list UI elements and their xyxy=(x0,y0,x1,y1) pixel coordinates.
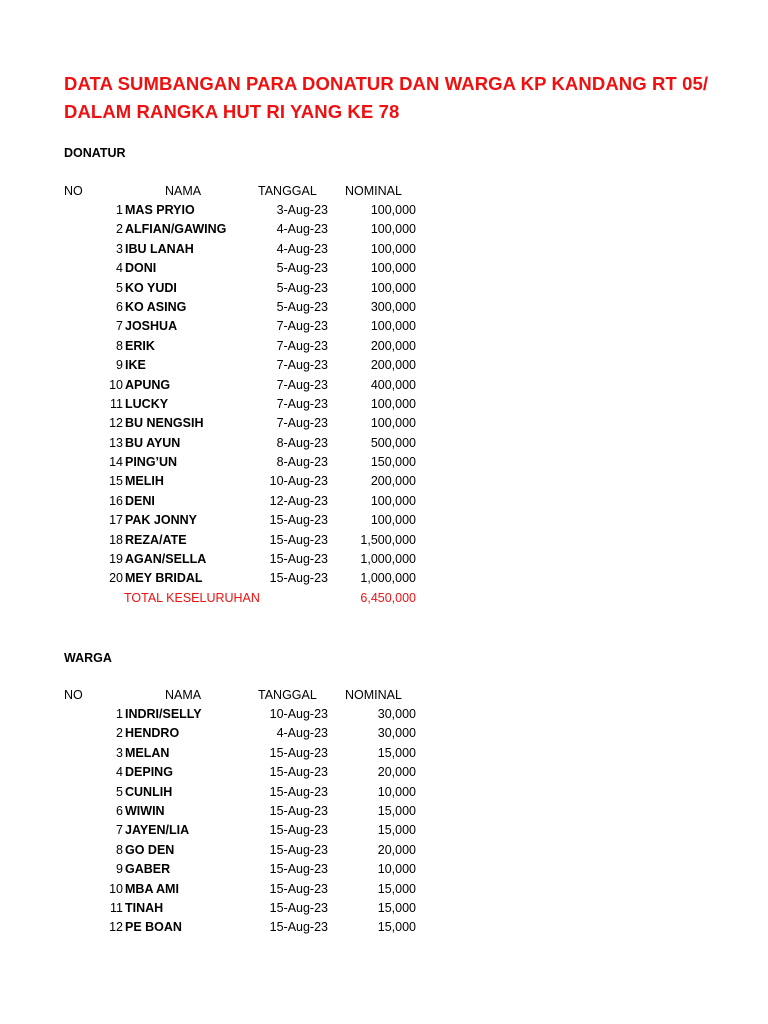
row-name: REZA/ATE xyxy=(125,532,187,547)
row-date: 5-Aug-23 xyxy=(276,261,328,276)
title-line-1: DATA SUMBANGAN PARA DONATUR DAN WARGA KP KANDANG RT 05/ xyxy=(64,73,709,94)
row-name: WIWIN xyxy=(125,803,165,818)
row-number: 4 xyxy=(116,261,123,276)
row-name: DEPING xyxy=(125,765,173,780)
row-amount: 15,000 xyxy=(377,745,416,760)
table-row xyxy=(0,821,768,840)
row-name: INDRI/SELLY xyxy=(125,707,202,721)
table-row xyxy=(0,531,768,550)
row-amount: 30,000 xyxy=(377,726,416,741)
row-amount: 100,000 xyxy=(370,280,416,295)
row-name: JOSHUA xyxy=(125,319,178,334)
table-row xyxy=(0,783,768,802)
row-name: BU NENGSIH xyxy=(125,416,204,431)
row-name: IBU LANAH xyxy=(125,241,194,256)
row-amount: 100,000 xyxy=(370,513,416,528)
row-name: LUCKY xyxy=(125,396,169,411)
table-row xyxy=(0,395,768,414)
row-number: 12 xyxy=(109,920,123,935)
row-name: DONI xyxy=(125,261,157,276)
table-row xyxy=(0,259,768,278)
row-number: 12 xyxy=(109,416,123,431)
table-row xyxy=(0,240,768,259)
row-name: MELIH xyxy=(125,474,164,489)
row-name: GO DEN xyxy=(125,842,175,857)
row-number: 11 xyxy=(110,396,123,411)
row-date: 4-Aug-23 xyxy=(276,222,328,237)
row-name: JAYEN/LIA xyxy=(125,823,190,838)
table-row xyxy=(0,860,768,879)
title-line-2: DALAM RANGKA HUT RI YANG KE 78 xyxy=(64,101,400,122)
row-amount: 100,000 xyxy=(370,396,416,411)
total-amount: 6,450,000 xyxy=(360,590,416,605)
row-date: 8-Aug-23 xyxy=(276,455,328,470)
row-number: 9 xyxy=(116,862,123,877)
row-name: MEY BRIDAL xyxy=(125,571,203,586)
row-number: 15 xyxy=(109,474,123,489)
row-name: KO ASING xyxy=(125,299,187,314)
table-row xyxy=(0,376,768,395)
row-amount: 20,000 xyxy=(377,842,416,857)
row-number: 5 xyxy=(116,280,123,295)
table-row xyxy=(0,511,768,530)
table-row xyxy=(0,220,768,239)
total-label: TOTAL KESELURUHAN xyxy=(124,590,260,605)
table-row xyxy=(0,492,768,511)
row-number: 1 xyxy=(116,203,123,217)
row-date: 10-Aug-23 xyxy=(269,707,328,721)
row-number: 13 xyxy=(109,435,123,450)
row-number: 17 xyxy=(109,513,123,528)
row-number: 14 xyxy=(109,455,123,470)
col-no-header: NO xyxy=(64,184,83,198)
row-name: BU AYUN xyxy=(125,435,181,450)
row-number: 18 xyxy=(109,532,123,547)
warga-heading: WARGA xyxy=(64,651,112,665)
row-name: MAS PRYIO xyxy=(125,203,195,217)
row-date: 7-Aug-23 xyxy=(276,416,328,431)
table-row xyxy=(0,201,768,220)
table-row xyxy=(0,918,768,937)
table-row xyxy=(0,802,768,821)
row-number: 8 xyxy=(116,338,123,353)
row-date: 15-Aug-23 xyxy=(269,920,328,935)
row-date: 15-Aug-23 xyxy=(269,765,328,780)
table-row xyxy=(0,550,768,569)
row-amount: 10,000 xyxy=(377,862,416,877)
page-title xyxy=(64,70,744,126)
row-amount: 100,000 xyxy=(370,241,416,256)
row-date: 5-Aug-23 xyxy=(276,280,328,295)
row-date: 15-Aug-23 xyxy=(269,862,328,877)
row-number: 16 xyxy=(109,493,123,508)
table-row xyxy=(0,298,768,317)
table-row xyxy=(0,356,768,375)
table-row xyxy=(0,569,768,588)
row-date: 7-Aug-23 xyxy=(276,377,328,392)
row-amount: 300,000 xyxy=(370,299,416,314)
table-row xyxy=(0,317,768,336)
table-row xyxy=(0,880,768,899)
row-number: 11 xyxy=(110,900,123,915)
donatur-heading: DONATUR xyxy=(64,146,126,160)
total-row xyxy=(0,589,768,608)
table-row xyxy=(0,841,768,860)
row-date: 15-Aug-23 xyxy=(269,900,328,915)
row-name: HENDRO xyxy=(125,726,180,741)
col-name-header: NAMA xyxy=(165,688,202,702)
row-number: 2 xyxy=(116,726,123,741)
row-name: CUNLIH xyxy=(125,784,173,799)
row-number: 6 xyxy=(116,299,123,314)
row-number: 9 xyxy=(116,358,123,373)
row-name: GABER xyxy=(125,862,171,877)
row-amount: 150,000 xyxy=(370,455,416,470)
row-name: PAK JONNY xyxy=(125,513,198,528)
row-amount: 100,000 xyxy=(370,493,416,508)
row-name: TINAH xyxy=(125,900,164,915)
row-number: 8 xyxy=(116,842,123,857)
row-number: 19 xyxy=(109,552,123,567)
donatur-table xyxy=(0,201,768,608)
col-date-header: TANGGAL xyxy=(258,688,317,702)
col-amount-header: NOMINAL xyxy=(345,688,402,702)
row-date: 4-Aug-23 xyxy=(276,241,328,256)
row-amount: 15,000 xyxy=(377,823,416,838)
row-amount: 200,000 xyxy=(370,338,416,353)
row-date: 15-Aug-23 xyxy=(269,842,328,857)
table-row xyxy=(0,763,768,782)
table-row xyxy=(0,414,768,433)
row-amount: 100,000 xyxy=(370,416,416,431)
row-date: 10-Aug-23 xyxy=(269,474,328,489)
row-number: 5 xyxy=(116,784,123,799)
row-date: 15-Aug-23 xyxy=(269,532,328,547)
table-row xyxy=(0,434,768,453)
row-amount: 10,000 xyxy=(377,784,416,799)
row-date: 15-Aug-23 xyxy=(269,552,328,567)
row-number: 4 xyxy=(116,765,123,780)
col-date-header: TANGGAL xyxy=(258,184,317,198)
row-amount: 500,000 xyxy=(370,435,416,450)
row-number: 1 xyxy=(116,707,123,721)
row-number: 7 xyxy=(116,823,123,838)
row-date: 7-Aug-23 xyxy=(276,396,328,411)
row-amount: 100,000 xyxy=(370,261,416,276)
row-amount: 100,000 xyxy=(370,319,416,334)
row-name: DENI xyxy=(125,493,155,508)
row-amount: 100,000 xyxy=(370,222,416,237)
row-date: 7-Aug-23 xyxy=(276,358,328,373)
row-date: 7-Aug-23 xyxy=(276,319,328,334)
row-amount: 1,000,000 xyxy=(360,552,416,567)
row-date: 15-Aug-23 xyxy=(269,513,328,528)
row-date: 8-Aug-23 xyxy=(276,435,328,450)
row-date: 5-Aug-23 xyxy=(276,299,328,314)
row-amount: 400,000 xyxy=(370,377,416,392)
row-date: 4-Aug-23 xyxy=(276,726,328,741)
row-amount: 15,000 xyxy=(377,803,416,818)
row-amount: 30,000 xyxy=(377,707,416,721)
col-no-header: NO xyxy=(64,688,83,702)
row-date: 15-Aug-23 xyxy=(269,784,328,799)
row-amount: 15,000 xyxy=(377,900,416,915)
row-name: MBA AMI xyxy=(125,881,179,896)
row-number: 3 xyxy=(116,241,123,256)
row-name: APUNG xyxy=(125,377,171,392)
row-name: PING’UN xyxy=(125,455,178,470)
table-row xyxy=(0,337,768,356)
row-number: 7 xyxy=(116,319,123,334)
row-number: 6 xyxy=(116,803,123,818)
row-amount: 100,000 xyxy=(370,203,416,217)
row-name: IKE xyxy=(125,358,146,373)
col-amount-header: NOMINAL xyxy=(345,184,402,198)
table-row xyxy=(0,453,768,472)
row-number: 10 xyxy=(109,881,123,896)
row-amount: 200,000 xyxy=(370,358,416,373)
row-date: 3-Aug-23 xyxy=(276,203,328,217)
row-name: PE BOAN xyxy=(125,920,182,935)
row-amount: 1,500,000 xyxy=(360,532,416,547)
row-amount: 15,000 xyxy=(377,920,416,935)
table-row xyxy=(0,705,768,724)
table-row xyxy=(0,279,768,298)
row-number: 3 xyxy=(116,745,123,760)
row-number: 20 xyxy=(109,571,123,586)
table-row xyxy=(0,899,768,918)
row-date: 15-Aug-23 xyxy=(269,571,328,586)
row-amount: 200,000 xyxy=(370,474,416,489)
table-row xyxy=(0,744,768,763)
row-date: 15-Aug-23 xyxy=(269,881,328,896)
row-amount: 15,000 xyxy=(377,881,416,896)
warga-table xyxy=(0,705,768,938)
row-name: ERIK xyxy=(125,338,155,353)
row-date: 7-Aug-23 xyxy=(276,338,328,353)
row-amount: 1,000,000 xyxy=(360,571,416,586)
row-name: AGAN/SELLA xyxy=(125,552,207,567)
row-number: 10 xyxy=(109,377,123,392)
col-name-header: NAMA xyxy=(165,184,202,198)
row-number: 2 xyxy=(116,222,123,237)
row-date: 15-Aug-23 xyxy=(269,745,328,760)
table-row xyxy=(0,472,768,491)
row-name: KO YUDI xyxy=(125,280,177,295)
row-date: 15-Aug-23 xyxy=(269,803,328,818)
row-date: 15-Aug-23 xyxy=(269,823,328,838)
row-date: 12-Aug-23 xyxy=(269,493,328,508)
row-name: ALFIAN/GAWING xyxy=(125,222,227,237)
row-amount: 20,000 xyxy=(377,765,416,780)
row-name: MELAN xyxy=(125,745,170,760)
table-row xyxy=(0,724,768,743)
